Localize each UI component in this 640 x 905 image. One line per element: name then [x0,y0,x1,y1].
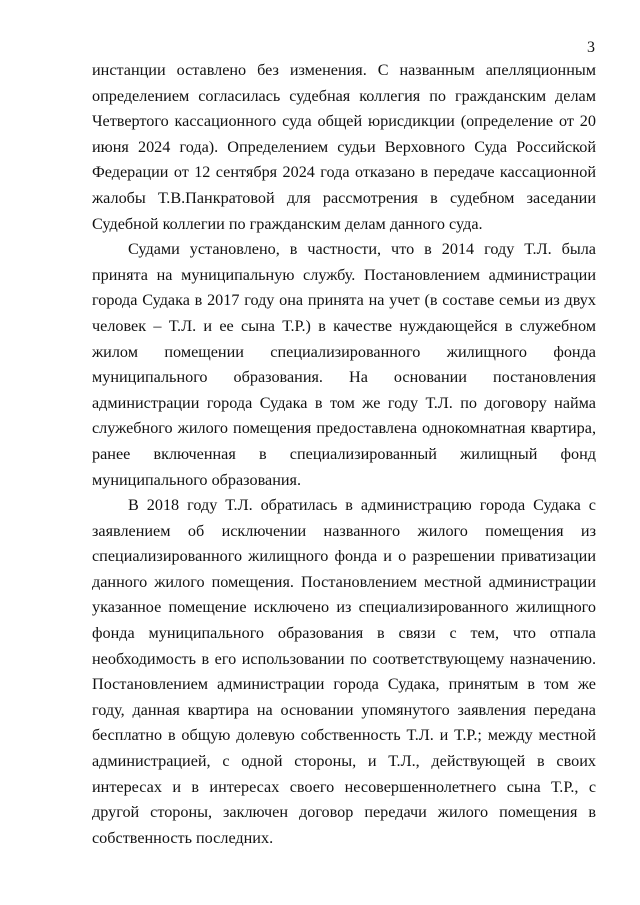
page-number: 3 [587,39,595,56]
paragraph-court-findings: Судами установлено, в частности, что в 2014 году Т.Л. была принята на муниципальную службу. Постановлением администрации города Судака в 2017 году она принята на учет (в составе семьи из двух человек – Т.Л. и ее сына Т.Р.) в качестве нуждающейся в служебном жилом помещении специализированного жилищного фонда муниципального образования. На основании постановления администрации города Судака в том же году Т.Л. по договору найма служебного жилого помещения предоставлена однокомнатная квартира, ранее включенная в специализированный жилищный фонд муниципального образования. [92,240,596,489]
paragraph-continuation: инстанции оставлено без изменения. С названным апелляционным определением согласилась судебная коллегия по гражданским делам Четвертого кассационного суда общей юрисдикции (определение от 20 июня 2024 года). Определением судьи Верховного Суда Российской Федерации от 12 сентября 2024 года отказано в передаче кассационной жалобы Т.В.Панкратовой для рассмотрения в судебном заседании Судебной коллегии по гражданским делам данного суда. [92,61,596,233]
paragraph-privatization: В 2018 году Т.Л. обратилась в администрацию города Судака с заявлением об исключении названного жилого помещения из специализированного жилищного фонда и о разрешении приватизации данного жилого помещения. Постановлением местной администрации указанное помещение исключено из специализированного жилищного фонда муниципального образования в связи с тем, что отпала необходимость в его использовании по соответствующему назначению. Постановлением администрации города Судака, принятым в том же году, данная квартира на основании упомянутого заявления передана бесплатно в общую долевую собственность Т.Л. и Т.Р.; между местной администрацией, с одной стороны, и Т.Л., действующей в своих интересах и в интересах своего несовершеннолетнего сына Т.Р., с другой стороны, заключен договор передачи жилого помещения в собственность последних. [92,496,596,847]
document-body [92,58,596,851]
